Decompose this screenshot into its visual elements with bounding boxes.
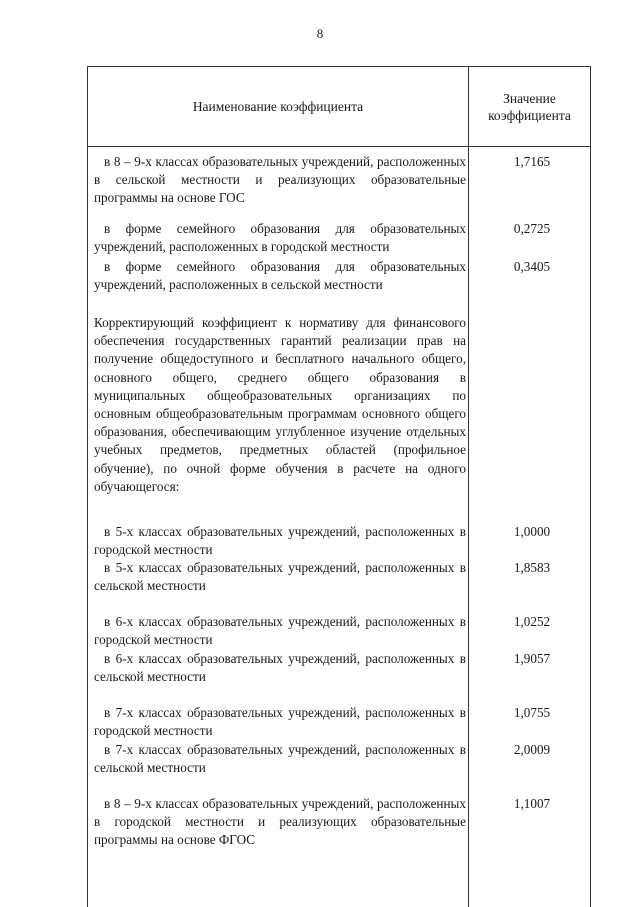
coefficient-table: [87, 66, 591, 907]
row-text: в форме семейного образования для образовательных учреждений, расположенных в сельской местности: [94, 259, 466, 293]
table-row: [88, 741, 590, 777]
table-row: [88, 613, 590, 649]
row-value: 1,8583: [513, 560, 551, 575]
table-row: [88, 704, 590, 740]
row-value: [466, 314, 590, 496]
table-row: [88, 523, 590, 559]
row-value: 1,1007: [513, 796, 551, 811]
table-row: [88, 220, 590, 256]
row-text: в 7-х классах образовательных учреждений, расположенных в городской местности: [94, 705, 466, 739]
row-value: 1,0755: [513, 705, 551, 720]
page-number: 8: [316, 26, 324, 41]
header-name: Наименование коэффициента: [192, 98, 364, 114]
row-text: в 7-х классах образовательных учреждений, расположенных в сельской местности: [94, 742, 466, 776]
row-text: Корректирующий коэффициент к нормативу для финансового обеспечения государственных гарантий реализации прав на получение общедоступного и бесплатного начального общего, основного общего, среднего общего образования в муниципальных общеобразовательных организациях по основным общеобразовательным программам основного общего образования, обеспечивающим углубленное изучение отдельных учебных предметов, предметных областей (профильное обучение), по очной форме обучения в расчете на одного обучающегося:: [94, 315, 466, 494]
row-value: 2,0009: [513, 742, 551, 757]
row-text: в 8 – 9-х классах образовательных учреждений, расположенных в сельской местности и реализующих образовательные программы на основе ГОС: [94, 154, 466, 206]
row-text: в 8 – 9-х классах образовательных учреждений, расположенных в городской местности и реализующих образовательные программы на основе ФГОС: [94, 796, 466, 848]
row-value: 0,2725: [513, 221, 551, 236]
row-text: в 5-х классах образовательных учреждений, расположенных в городской местности: [94, 524, 466, 558]
header-value: Значение коэффициента: [468, 67, 590, 146]
row-value: 1,0252: [513, 614, 551, 629]
table-row: [88, 795, 590, 850]
table-row: [88, 559, 590, 595]
row-value: 1,9057: [513, 651, 551, 666]
table-row: [88, 314, 590, 496]
table-row: [88, 153, 590, 208]
table-row: [88, 258, 590, 294]
table-header: [88, 66, 590, 147]
row-value: 1,0000: [513, 524, 551, 539]
row-value: 0,3405: [513, 259, 551, 274]
row-text: в 5-х классах образовательных учреждений, расположенных в сельской местности: [94, 560, 466, 594]
row-text: в 6-х классах образовательных учреждений, расположенных в сельской местности: [94, 651, 466, 685]
table-body: [88, 147, 590, 907]
table-row: [88, 650, 590, 686]
row-text: в форме семейного образования для образовательных учреждений, расположенных в городской местности: [94, 221, 466, 255]
row-value: 1,7165: [513, 154, 551, 169]
row-text: в 6-х классах образовательных учреждений, расположенных в городской местности: [94, 614, 466, 648]
